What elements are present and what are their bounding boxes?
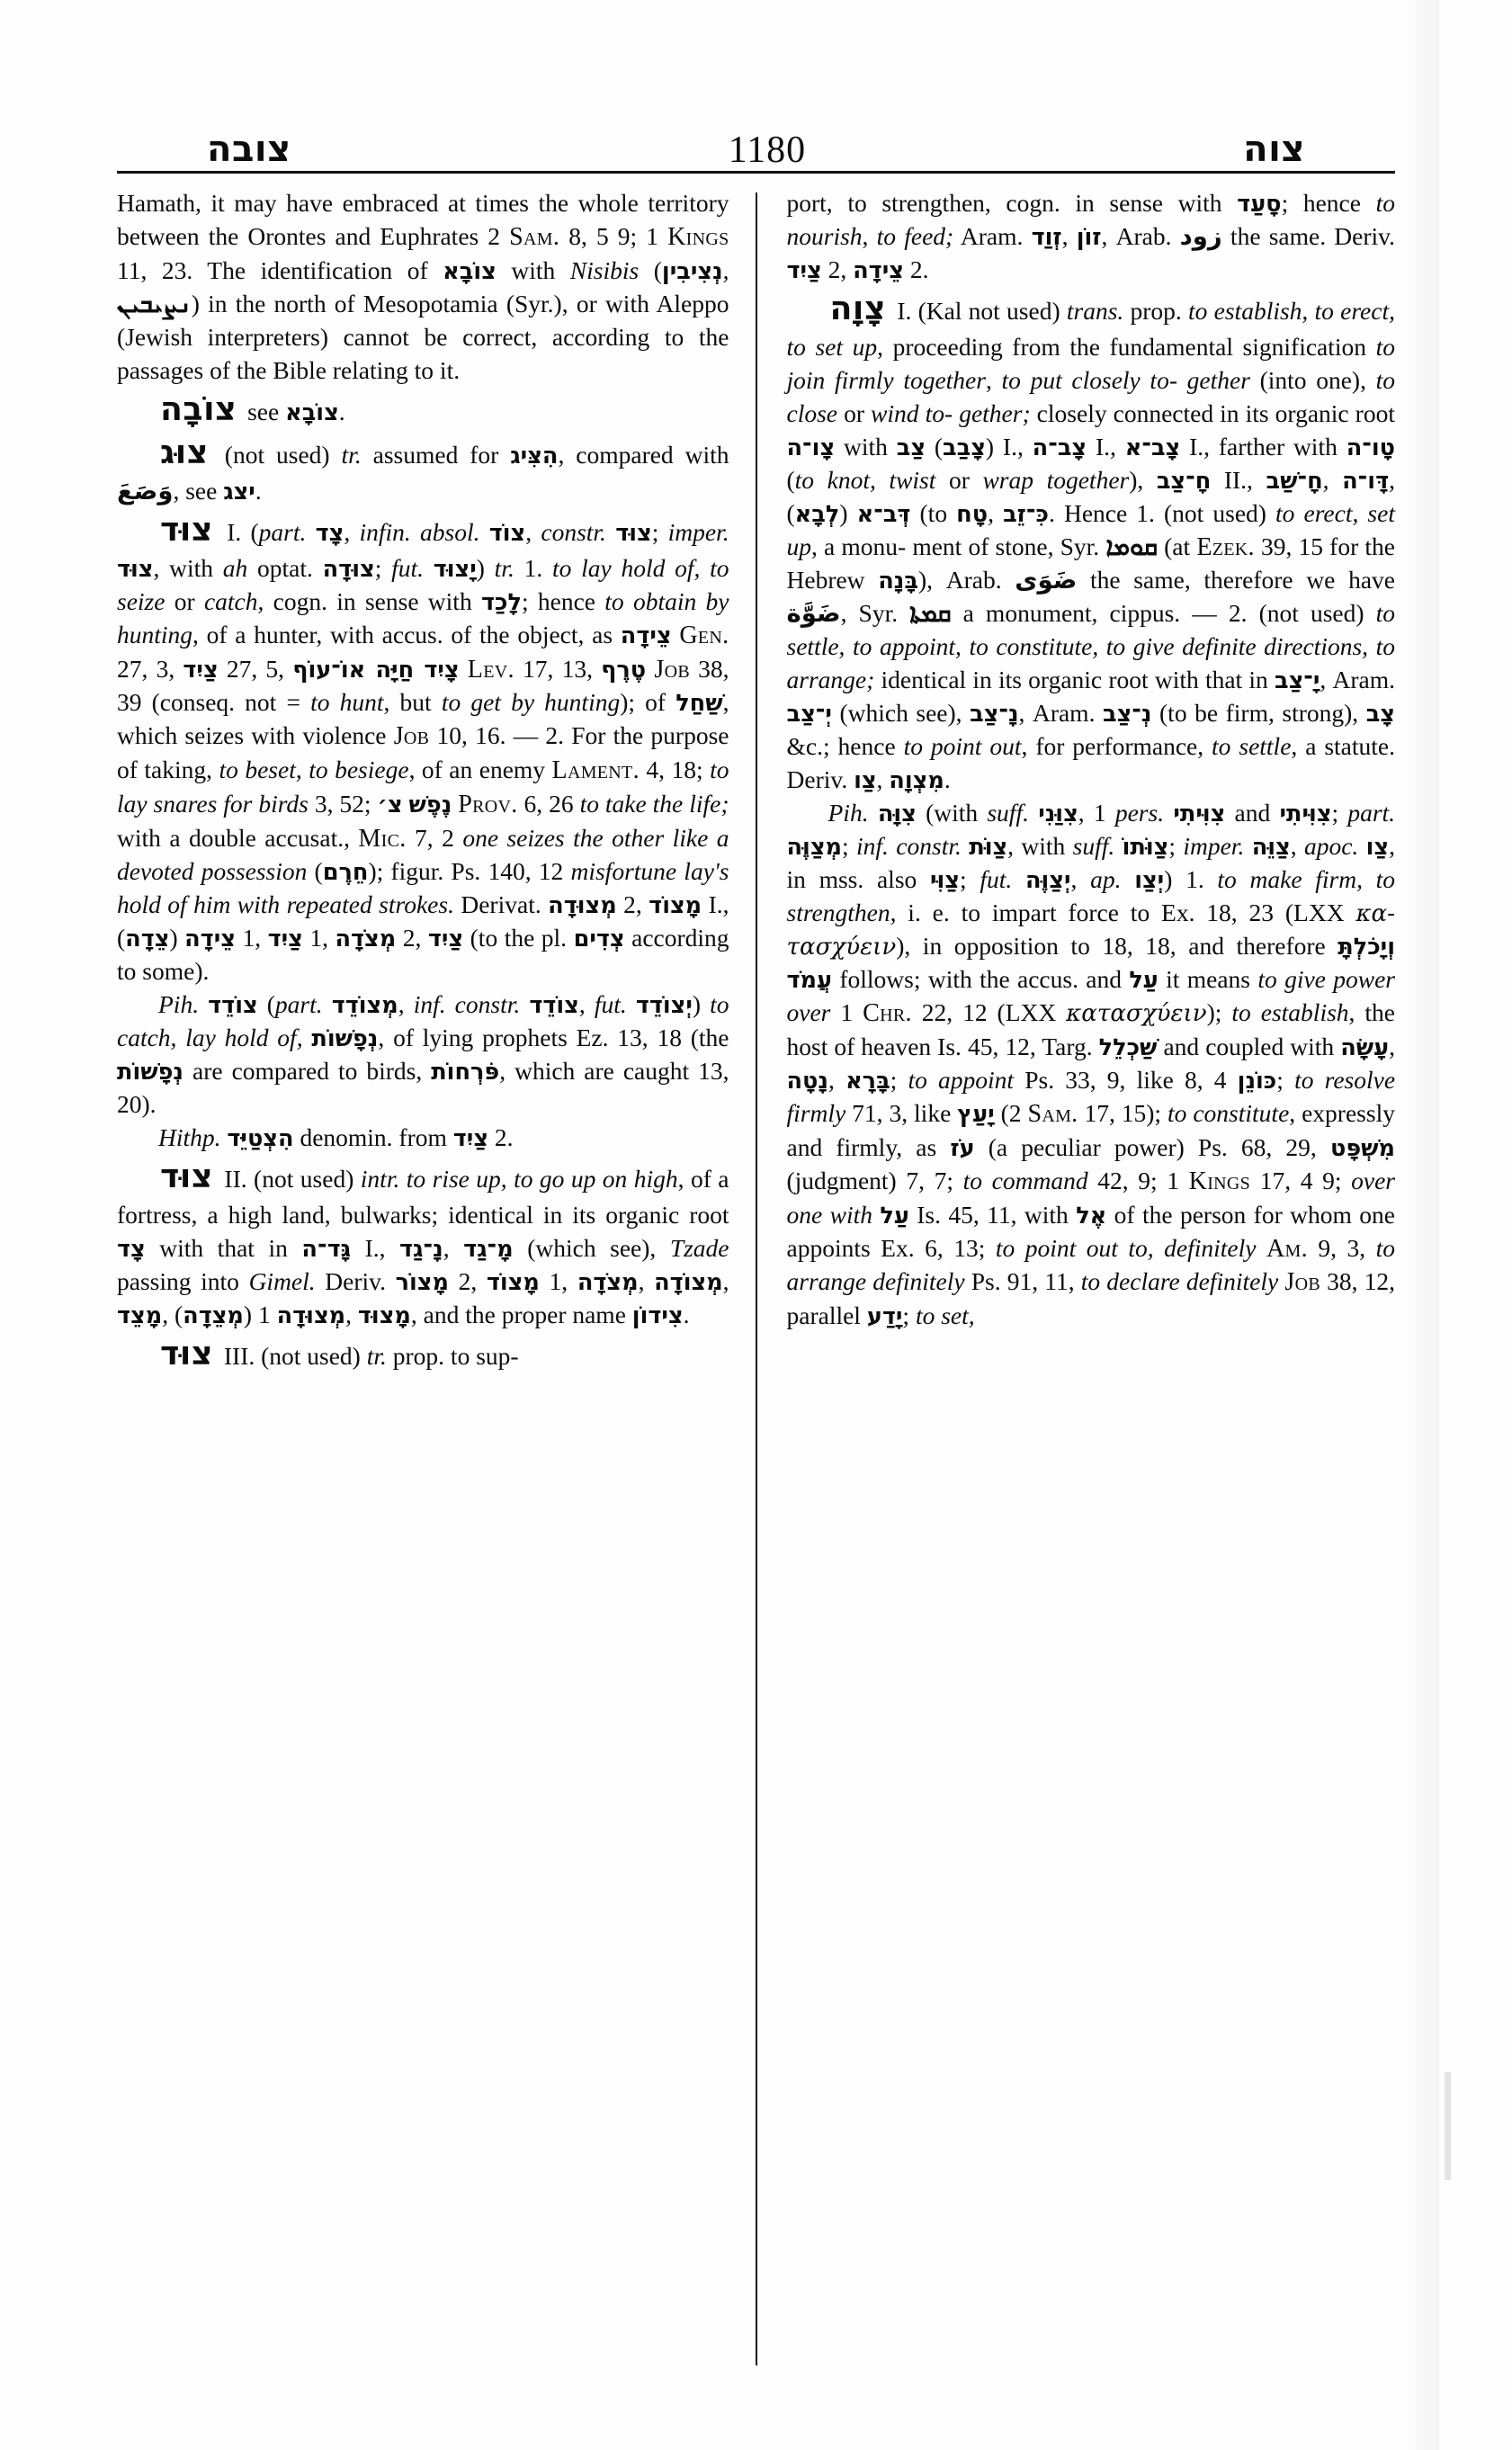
entry-tzobah-crossref: צוֹבָה see צוֹבָא. xyxy=(160,389,345,428)
lemma-tzug: צוּג xyxy=(160,433,209,472)
right-column xyxy=(756,187,1396,2378)
running-head-right-hebrew: צוה xyxy=(1243,129,1305,170)
scan-gutter-shadow xyxy=(1403,0,1439,2450)
lemma-tzud-1: צוּד xyxy=(160,510,213,550)
conj-label-pih: Pih. xyxy=(158,990,200,1019)
entry-tzud-2: צוּד II. (not used) intr. to rise up, to go up on high, of a fortress, a high land, bulwarks; identical in its organic root צָד with that in גָּד־ה I., נָ־גַד, מָ־גַד (which see), Tzade passing into Gimel. Deriv. מָצוֹר 2, מָצוֹד 1, מְצֹדָה, מְצוֹדָה, מָצֵד, (מְצֵדָה) 1 מְצוּדָה, מָצוּד, and the proper name צִידוֹן. xyxy=(117,1157,729,1329)
running-head xyxy=(0,0,1512,171)
paragraph-tzud-3-continuation: port, to strengthen, cogn. in sense with סָעַד; hence to nourish, to feed; Aram. זְוַד, זוֹן, Arab. زود the same. Deriv. צַיִד 2, צֵידָה 2. xyxy=(786,189,1396,284)
paragraph-tzobah-continuation: Hamath, it may have embraced at times the whole territory between the Orontes and Euphrates 2 Sam. 8, 5 9; 1 Kings 11, 23. The identification of צוֹבָא with Nisibis (נְצִיבִין, ܢܨܝܒܝܢ) in the north of Mesopotamia (Syr.), or with Aleppo (Jewish interpreters) cannot be correct, according to the passages of the Bible relating to it. xyxy=(117,189,729,384)
page-number: 1180 xyxy=(728,130,807,171)
column-container xyxy=(117,187,1395,2378)
lemma-tzobah: צוֹבָה xyxy=(160,389,237,428)
entry-tzavah-pih: Pih. צִוָּה (with suff. צִוַּנִי, 1 pers. צִוִּיתִי and צִוִּיתִי; part. מְצַוֶּה; inf. constr. צַוֹּת, with suff. צַוֹּתוֹ; imper. צַוֵּה, apoc. צַו, in mss. also צַוִּי; fut. יְצַוֶּה, ap. יְצַו) 1. to make firm, to strengthen, i. e. to impart force to Ex. 18, 23 (LXX κα- τασχύειν), in opposition to 18, 18, and therefore וְיָכֹלְתָּ עֲמֹד follows; with the accus. and עַל it means to give power over 1 Chr. 22, 12 (LXX κατασχύειν); to establish, the host of heaven Is. 45, 12, Targ. שַׁכְלֵל and coupled with עָשָׂה, נָטָה, בָּרָא; to appoint Ps. 33, 9, like 8, 4 כּוֹנֵן; to resolve firmly 71, 3, like יָעַץ (2 Sam. 17, 15); to constitute, expressly and firmly, as עֹז (a peculiar power) Ps. 68, 29, מִשְׁפָּט (judgment) 7, 7; to command 42, 9; 1 Kings 17, 4 9; over one with עַל Is. 45, 11, with אֶל of the person for whom one appoints Ex. 6, 13; to point out to, definitely Am. 9, 3, to arrange definitely Ps. 91, 11, to declare definitely Job 38, 12, parallel יָדַע; to set, xyxy=(786,799,1396,1330)
lemma-tzavah: צָוָה xyxy=(829,288,887,327)
lemma-tzud-2: צוּד xyxy=(160,1157,213,1196)
conj-label-pih-right: Pih. xyxy=(828,799,869,827)
scan-edge-artifact xyxy=(1445,2072,1451,2180)
entry-tzud-pih: Pih. צוֹדֵד (part. מְצוֹדֵד, inf. constr. צוֹדֵד, fut. יְצוֹדֵד) to catch, lay hold of, נְפָשׁוֹת, of lying prophets Ez. 13, 18 (the נְפָשׁוֹת are compared to birds, פֹּרְחוֹת, which are caught 13, 20). xyxy=(117,990,729,1119)
entry-tzavah-1: צָוָה I. (Kal not used) trans. prop. to establish, to erect, to set up, proceeding from the fundamental signification to join firmly together, to put closely to- gether (into one), to close or wind to- gether; closely connected in its organic root צָו־ה with צַב (צָבַב) I., צָב־ה I., צָב־א I., farther with טָו־ה (to knot, twist or wrap together), חָ־צַב II., חָ־שַׁב, דָּו־ה, (לְבָא) דְּב־א (to טָח, כִּ־זֵב. Hence 1. (not used) to erect, set up, a monu- ment of stone, Syr. ܩܘܡܐ (at Ezek. 39, 15 for the Hebrew בָּנָה), Arab. ضَوَى the same, therefore we have ضَوَّة, Syr. ܩܡܬܐ a monument, cippus. — 2. (not used) to settle, to appoint, to constitute, to give definite directions, to arrange; identical in its organic root with that in יָ־צַב, Aram. יְ־צַב (which see), נָ־צַב, Aram. נְ־צַב (to be firm, strong), צָב &c.; hence to point out, for performance, to settle, a statute. Deriv. צַו, מִצְוָה. xyxy=(786,288,1396,795)
header-rule xyxy=(117,171,1395,174)
entry-tzud-3: צוּד III. (not used) tr. prop. to sup- xyxy=(160,1333,519,1373)
lemma-tzud-3: צוּד xyxy=(160,1333,213,1373)
running-head-left-hebrew: צובה xyxy=(207,129,291,170)
entry-tzug: צוּג (not used) tr. assumed for הִצִּיג, compared with وَصَعَ, see יצג. xyxy=(117,433,729,506)
conj-label-hithp: Hithp. xyxy=(158,1123,221,1152)
left-column xyxy=(117,187,756,2378)
entry-tzud-1: צוּד I. (part. צָד, infin. absol. צוֹד, constr. צוּד; imper. צוּד, with ah optat. צוּדָה; fut. יָצוּד) tr. 1. to lay hold of, to seize or catch, cogn. in sense with לָכַד; hence to obtain by hunting, of a hunter, with accus. of the object, as צֵידָה Gen. 27, 3, צַיִד 27, 5, צָיִד חַיָּה אוֹ־עוֹף Lev. 17, 13, טֶרֶף Job 38, 39 (conseq. not = to hunt, but to get by hunting); of שַׁחַל, which seizes with violence Job 10, 16. — 2. For the purpose of taking, to beset, to besiege, of an enemy Lament. 4, 18; to lay snares for birds 3, 52; צ׳ נֶפֶשׁ Prov. 6, 26 to take the life; with a double accusat., Mic. 7, 2 one seizes the other like a devoted possession (חֵרֶם); figur. Ps. 140, 12 misfortune lay's hold of him with repeated strokes. Derivat. מְצוּדָה 2, מָצוֹד I., (צֵדָה) צֵידָה 1, צַיִד 1, מְצֹדָה 2, צַיִד (to the pl. צְדִים according to some). xyxy=(117,510,729,986)
column-divider xyxy=(756,192,757,2365)
entry-tzud-hithp: Hithp. הִצְטַיֵּד denomin. from צַיִד 2. xyxy=(158,1123,514,1153)
